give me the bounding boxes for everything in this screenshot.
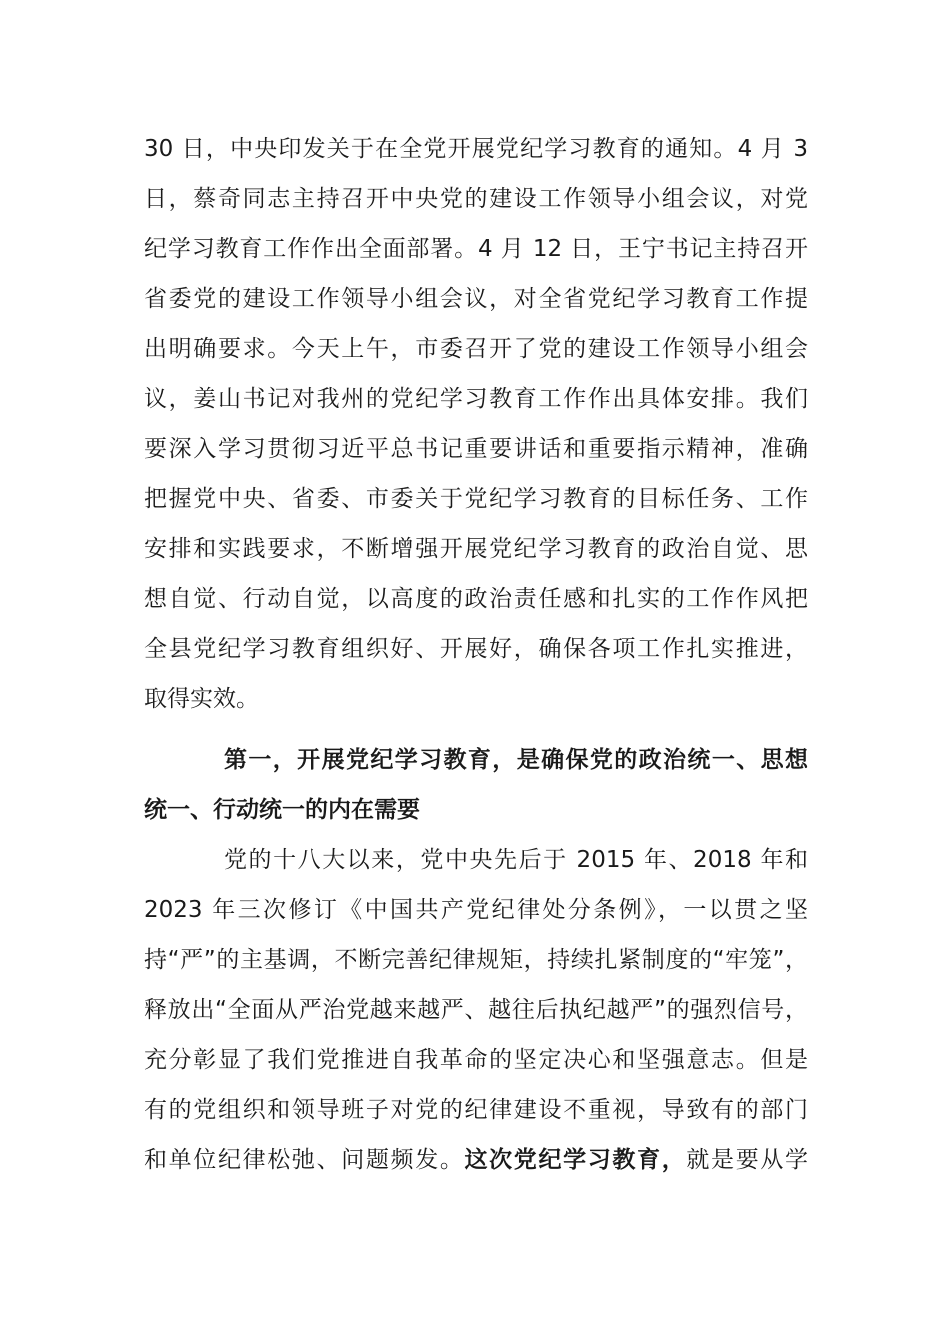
text-bold-emphasis: 这次党纪学习教育， <box>464 1147 687 1173</box>
paragraph-discipline <box>144 835 808 1185</box>
paragraph-spacer <box>144 724 808 735</box>
text-line: 释放出“全面从严治党越来越严、越往后执纪越严”的强烈信号， <box>144 997 808 1023</box>
text-line: 省委党的建设工作领导小组会议，对全省党纪学习教育工作提 <box>144 286 808 312</box>
paragraph-intro <box>144 124 808 724</box>
text-plain: 就是要从学 <box>686 1147 808 1173</box>
section-heading <box>144 735 808 835</box>
text-line: 议，姜山书记对我州的党纪学习教育工作作出具体安排。我们 <box>144 386 808 412</box>
text-line: 充分彰显了我们党推进自我革命的坚定决心和坚强意志。但是 <box>144 1047 808 1073</box>
text-line: 取得实效。 <box>144 686 259 712</box>
heading-line: 第一，开展党纪学习教育，是确保党的政治统一、思想 <box>224 747 808 773</box>
text-line: 日，蔡奇同志主持召开中央党的建设工作领导小组会议，对党 <box>144 186 808 212</box>
text-line: 想自觉、行动自觉，以高度的政治责任感和扎实的工作作风把 <box>144 586 808 612</box>
text-line: 全县党纪学习教育组织好、开展好，确保各项工作扎实推进， <box>144 636 808 662</box>
text-line: 2023 年三次修订《中国共产党纪律处分条例》，一以贯之坚 <box>144 897 808 923</box>
text-line-mixed <box>144 1135 808 1185</box>
text-line: 出明确要求。今天上午，市委召开了党的建设工作领导小组会 <box>144 336 808 362</box>
text-line: 安排和实践要求，不断增强开展党纪学习教育的政治自觉、思 <box>144 536 808 562</box>
text-line: 持“严”的主基调，不断完善纪律规矩，持续扎紧制度的“牢笼”， <box>144 947 808 973</box>
text-line: 纪学习教育工作作出全面部署。4 月 12 日，王宁书记主持召开 <box>144 236 808 262</box>
text-line: 把握党中央、省委、市委关于党纪学习教育的目标任务、工作 <box>144 486 808 512</box>
text-line: 要深入学习贯彻习近平总书记重要讲话和重要指示精神，准确 <box>144 436 808 462</box>
text-line: 30 日，中央印发关于在全党开展党纪学习教育的通知。4 月 3 <box>144 136 808 162</box>
text-line: 党的十八大以来，党中央先后于 2015 年、2018 年和 <box>224 847 808 873</box>
text-plain: 和单位纪律松弛、问题频发。 <box>144 1147 465 1173</box>
heading-line: 统一、行动统一的内在需要 <box>144 797 420 823</box>
document-body <box>144 124 808 1185</box>
text-line: 有的党组织和领导班子对党的纪律建设不重视，导致有的部门 <box>144 1097 808 1123</box>
